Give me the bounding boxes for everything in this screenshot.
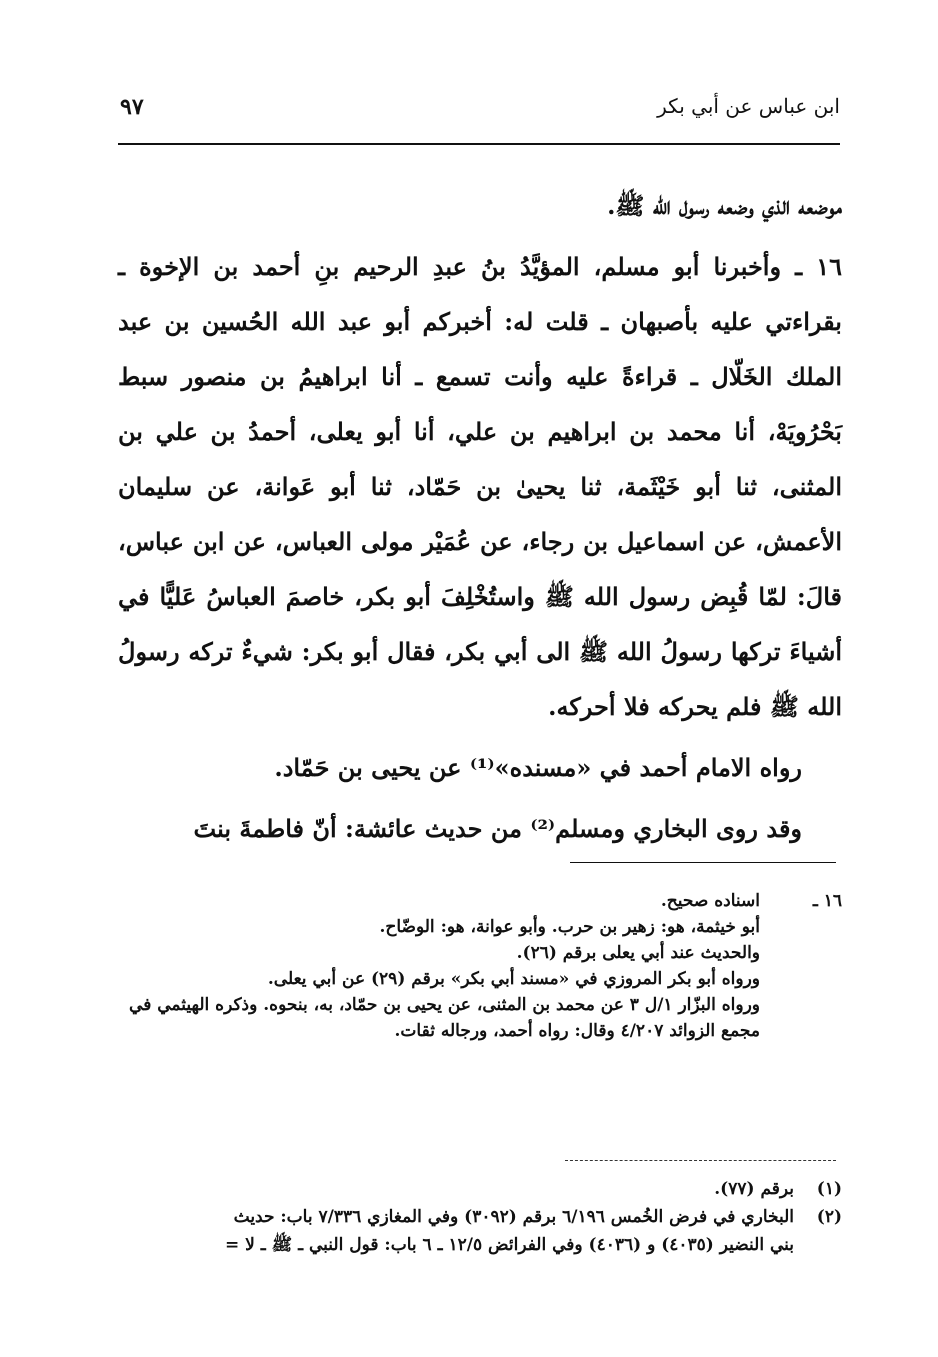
footnote-separator-dashed xyxy=(565,1160,836,1161)
footnote-text: برقم (٧٧). xyxy=(714,1179,794,1199)
header-rule xyxy=(118,143,840,145)
commentary-line: والحديث عند أبي يعلى برقم (٢٦). xyxy=(516,943,760,963)
footnote-text: بني النضير (٤٠٣٥) و (٤٠٣٦) وفي الفرائض ١٢/٥ ـ ٦ باب: قول النبي ـ ﷺ ـ لا = xyxy=(224,1235,794,1255)
commentary-line: ورواه البزّار ١/ل ٣ عن محمد بن المثنى، عن يحيى بن حمّاد، به، بنحوه. وذكره الهيثمي في مجمع الزوائد ٤/٢٠٧ وقال: رواه أحمد، ورجاله ثقات. xyxy=(129,995,760,1041)
commentary-line: أبو خيثمة، هو: زهير بن حرب. وأبو عوانة، هو: الوضّاح. xyxy=(379,917,760,937)
footnote xyxy=(98,1203,842,1231)
paragraph: رواه الامام أحمد في «مسنده»⁽¹⁾ عن يحيى بن حَمّاد. xyxy=(274,753,802,782)
footnote-separator xyxy=(570,862,836,863)
page-number: ٩٧ xyxy=(120,94,144,120)
footnote xyxy=(98,1175,842,1203)
running-title: ابن عباس عن أبي بكر xyxy=(657,94,840,118)
commentary-line: اسناده صحيح. xyxy=(660,891,760,911)
page-header xyxy=(120,88,840,132)
footnotes xyxy=(98,1175,842,1259)
main-text xyxy=(118,178,842,856)
paragraph: موضعه الذي وضعه رسول الله ﷺ. xyxy=(607,191,842,220)
paragraph: وقد روى البخاري ومسلم⁽²⁾ من حديث عائشة: أنّ فاطمةَ بنتَ xyxy=(193,814,802,843)
footnote-number: (٢) xyxy=(816,1207,842,1227)
footnote-number: (١) xyxy=(816,1179,842,1199)
hadith-commentary xyxy=(118,888,842,1044)
hadith-paragraph: ١٦ ـ وأخبرنا أبو مسلم، المؤيَّدُ بنُ عبدِ الرحيم بنِ أحمد بن الإخوة ـ بقراءتي عليه بأصبهان ـ قلت له: أخبركم أبو عبد الله الحُسين بن عبد الملك الخَلّال ـ قراءةً عليه وأنت تسمع ـ أنا ابراهيمُ بن منصور سبط بَحْرُويَهْ، أنا محمد بن ابراهيم بن علي، أنا أبو يعلى، أحمدُ بن علي بن المثنى، ثنا أبو خَيْثَمة، ثنا يحيىٰ بن حَمّاد، ثنا أبو عَوانة، عن سليمان الأعمش، عن اسماعيل بن رجاء، عن عُمَيْر مولى العباس، عن ابن عباس، قالَ: لمّا قُبِض رسول الله ﷺ واستُخْلِفَ أبو بكر، خاصمَ العباسُ عَليًّا في أشياءَ تركها رسولُ الله ﷺ الى أبي بكر، فقال أبو بكر: شيءٌ تركه رسولُ الله ﷺ فلم يحركه فلا أحركه. xyxy=(118,252,843,721)
footnote-text: البخاري في فرض الخُمس ٦/١٩٦ برقم (٣٠٩٢) وفي المغازي ٧/٣٣٦ باب: حديث xyxy=(233,1207,794,1227)
commentary-number: ١٦ ـ xyxy=(812,891,842,911)
commentary-line: ورواه أبو بكر المروزي في «مسند أبي بكر» برقم (٢٩) عن أبي يعلى. xyxy=(267,969,760,989)
